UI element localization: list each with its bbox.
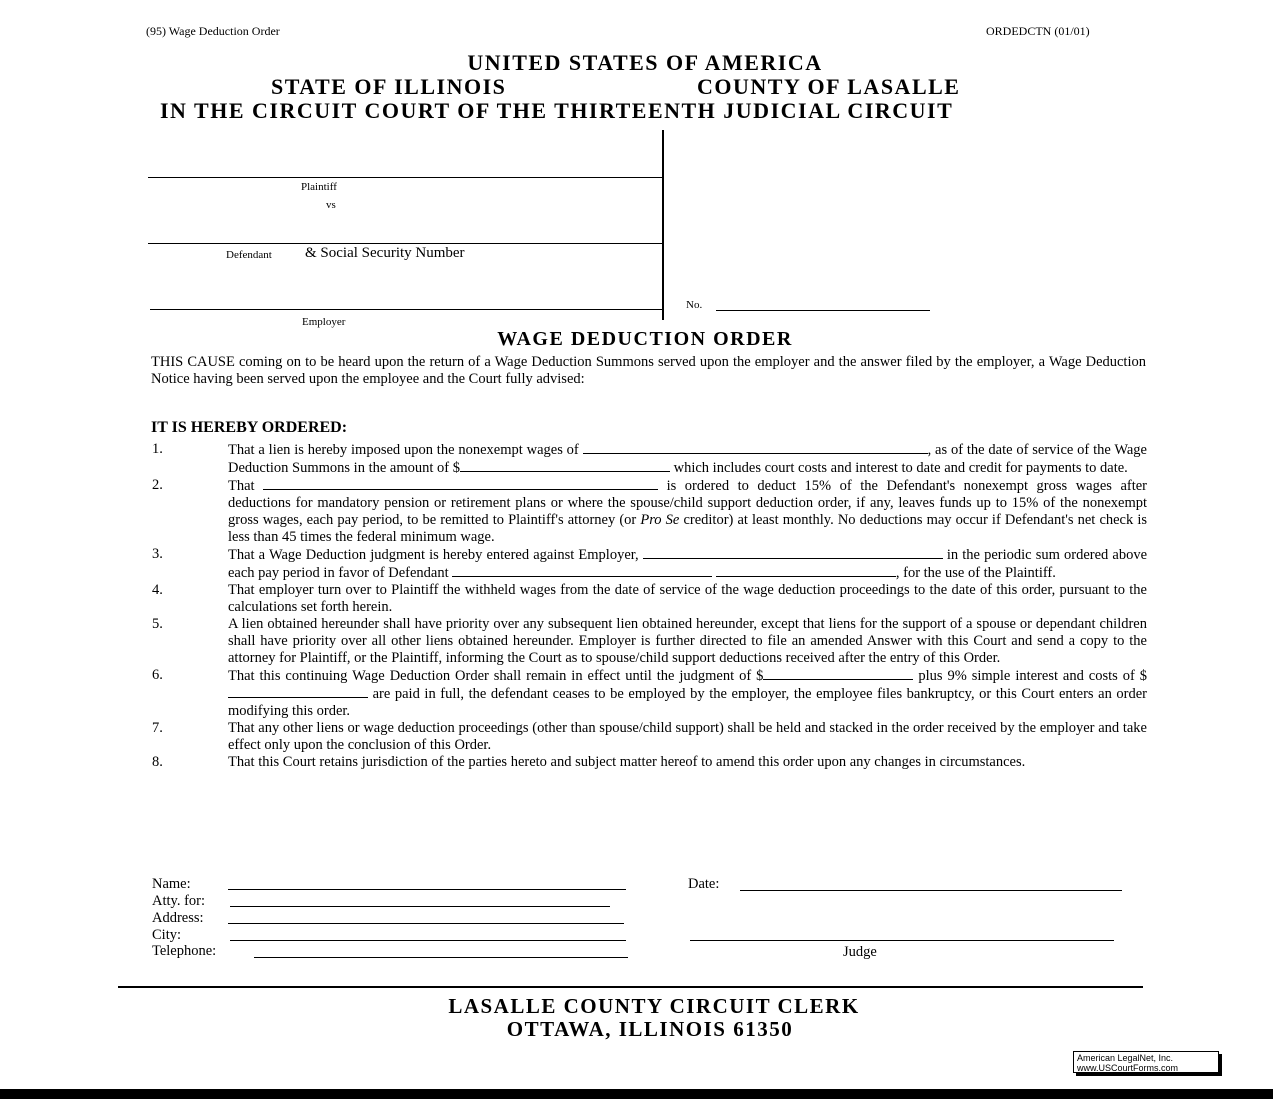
atty-line[interactable] [230,906,610,907]
name-line[interactable] [228,889,626,890]
bottom-edge-bar [0,1089,1273,1099]
plaintiff-use-blank[interactable] [716,564,896,577]
clerk-city: OTTAWA, ILLINOIS 61350 [506,1017,794,1041]
intro-paragraph: THIS CAUSE coming on to be heard upon the return of a Wage Deduction Summons served upon the employer and the answer filed by the employer, a Wage Deduction Notice having been served upon the employee and the Court fully advised: [151,354,1146,387]
employer-line[interactable] [150,309,662,310]
city-label: City: [152,927,182,943]
order-item-3: 3. That a Wage Deduction judgment is hereby entered against Employer, in the periodic sum ordered above each pay period in favor of Defendant , for the use of the Plaintiff. [152,546,1148,581]
order-item-1: 1. That a lien is hereby imposed upon the nonexempt wages of , as of the date of service of the Wage Deduction Summons in the amount of $ which includes court costs and interest to date and credit for payments to date. [152,441,1147,476]
order-item-8: 8. That this Court retains jurisdiction of the parties hereto and subject matter hereof to amend this order upon any changes in circumstances. [152,754,1026,770]
city-line[interactable] [230,940,626,941]
address-line[interactable] [228,923,624,924]
case-no-line[interactable] [716,310,930,311]
address-label: Address: [152,910,204,926]
court-line3: IN THE CIRCUIT COURT OF THE THIRTEENTH JUDICIAL CIRCUIT [160,98,954,123]
telephone-label: Telephone: [152,943,217,959]
employer-label: Employer [302,316,346,328]
order-item-5: 5. A lien obtained hereunder shall have priority over any subsequent lien obtained hereunder, except that liens for the support of a spouse or dependant children shall have priority over all other liens obtained hereunder. Employer is further directed to file an amended Answer with this Court and send a copy to the attorney for Plaintiff, or the Plaintiff, informing the Court as to spouse/child support deductions received after the entry of this Order. [152,616,1147,666]
name-label: Name: [152,876,191,892]
clerk-name: LASALLE COUNTY CIRCUIT CLERK [448,994,860,1018]
judgment-amount-blank[interactable] [763,667,913,680]
judgment-employer-blank[interactable] [643,546,943,559]
ssn-label: & Social Security Number [305,245,465,261]
amount-blank[interactable] [460,459,670,472]
employer-name-blank[interactable] [263,477,658,490]
defendant-line[interactable] [148,243,662,244]
ordered-items [152,441,1147,771]
court-line1: UNITED STATES OF AMERICA [467,50,823,75]
order-item-7: 7. That any other liens or wage deduction proceedings (other than spouse/child support) shall be held and stacked in the order received by the employer and take effect only upon the conclusion of this Order. [152,720,1147,753]
date-line[interactable] [740,890,1122,891]
plaintiff-line[interactable] [148,177,662,178]
vs-label: vs [326,199,336,211]
judge-signature-line[interactable] [690,940,1114,941]
plaintiff-label: Plaintiff [301,181,337,193]
judge-label: Judge [843,944,877,960]
ordered-heading: IT IS HEREBY ORDERED: [151,419,348,436]
telephone-line[interactable] [254,957,628,958]
defendant-favor-blank[interactable] [452,564,712,577]
order-item-2: 2. That is ordered to deduct 15% of the Defendant's nonexempt gross wages after deductions for mandatory pension or retirement plans or where the spouse/child support deduction order, if any, leaves funds up to 15% of the nonexempt gross wages, each pay period, to be remitted to Plaintiff's attorney (or Pro Se creditor) at least monthly. No deductions may occur if Defendant's net check is less than 45 times the federal minimum wage. [152,477,1148,545]
costs-amount-blank[interactable] [228,685,368,698]
defendant-label: Defendant [226,249,272,261]
footer-divider [118,986,1143,988]
court-county: COUNTY OF LASALLE [697,74,961,99]
debtor-name-blank[interactable] [583,441,928,454]
caption-divider [662,130,664,320]
order-item-6: 6. That this continuing Wage Deduction Order shall remain in effect until the judgment of $ plus 9% simple interest and costs of $ are paid in full, the defendant ceases to be employed by the employer, the employee files bankruptcy, or this Court enters an order modifying this order. [152,667,1148,719]
form-name: (95) Wage Deduction Order [146,24,280,38]
atty-label: Atty. for: [152,893,206,909]
date-label: Date: [688,876,720,892]
order-item-4: 4. That employer turn over to Plaintiff the withheld wages from the date of service of the wage deduction proceedings to the date of this order, pursuant to the calculations set forth herein. [152,582,1147,615]
court-state: STATE OF ILLINOIS [271,74,507,99]
order-title: WAGE DEDUCTION ORDER [497,328,793,350]
form-code: ORDEDCTN (01/01) [986,24,1090,38]
publisher-badge: American LegalNet, Inc. www.USCourtForms.com [1073,1051,1219,1073]
case-no-label: No. [686,299,703,311]
